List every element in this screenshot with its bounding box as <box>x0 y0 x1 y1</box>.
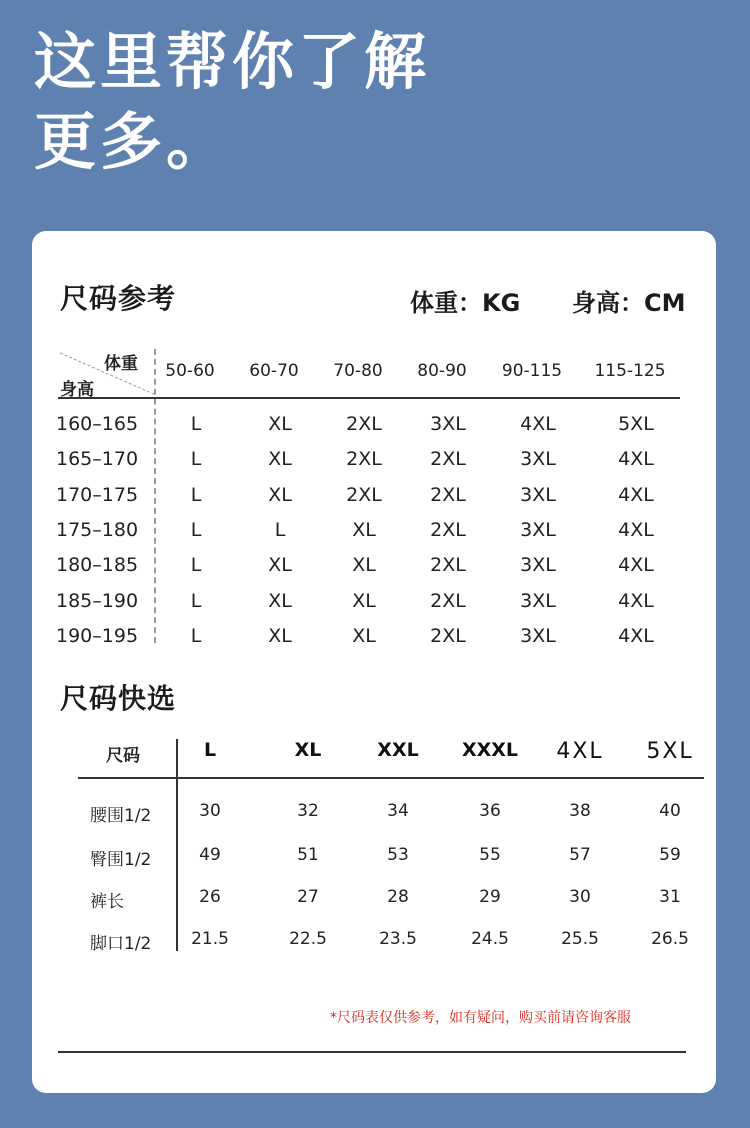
size-cell: 4XL <box>618 448 654 470</box>
size-chart-card <box>32 231 716 1093</box>
size-cell: XL <box>352 519 376 541</box>
measure-row-label: 臀围1/2 <box>90 850 152 870</box>
measure-cell: 29 <box>479 887 501 907</box>
height-row-label: 185–190 <box>56 590 139 612</box>
height-unit: 身高：CM <box>572 289 686 317</box>
reference-title: 尺码参考 <box>60 282 177 315</box>
size-cell: 2XL <box>346 484 382 506</box>
bottom-rule <box>58 1051 686 1053</box>
size-cell: XL <box>268 413 292 435</box>
measure-cell: 21.5 <box>191 929 229 949</box>
weight-column-header: 90-115 <box>501 361 563 381</box>
size-cell: 2XL <box>430 448 466 470</box>
measure-cell: 59 <box>659 845 681 865</box>
disclaimer-note: *尺码表仅供参考，如有疑问，购买前请咨询客服 <box>330 1010 631 1026</box>
size-cell: 3XL <box>520 590 556 612</box>
corner-height-label: 身高 <box>60 380 94 400</box>
size-cell: 3XL <box>520 554 556 576</box>
measure-cell: 26.5 <box>651 929 689 949</box>
size-cell: 3XL <box>520 625 556 647</box>
measure-cell: 34 <box>387 801 409 821</box>
weight-column-header: 60-70 <box>249 361 299 381</box>
quick-size-header: 4XL <box>556 739 604 764</box>
size-cell: 4XL <box>618 625 654 647</box>
size-cell: L <box>190 554 202 576</box>
size-cell: XL <box>352 590 376 612</box>
hero-heading <box>34 22 430 182</box>
quick-size-header: XL <box>294 739 322 761</box>
weight-unit: 体重：KG <box>410 289 521 317</box>
size-cell: XL <box>268 554 292 576</box>
size-cell: L <box>190 484 202 506</box>
measure-cell: 26 <box>199 887 221 907</box>
size-cell: 3XL <box>430 413 466 435</box>
size-cell: L <box>190 448 202 470</box>
measure-cell: 51 <box>297 845 319 865</box>
size-cell: L <box>190 590 202 612</box>
measure-cell: 31 <box>659 887 681 907</box>
size-cell: L <box>190 519 202 541</box>
size-cell: XL <box>352 625 376 647</box>
measure-cell: 32 <box>297 801 319 821</box>
measure-cell: 28 <box>387 887 409 907</box>
size-cell: 5XL <box>618 413 654 435</box>
height-row-label: 175–180 <box>56 519 139 541</box>
measure-cell: 22.5 <box>289 929 327 949</box>
height-row-label: 160–165 <box>56 413 139 435</box>
size-cell: XL <box>268 625 292 647</box>
measure-cell: 24.5 <box>471 929 509 949</box>
size-cell: 2XL <box>346 448 382 470</box>
weight-column-header: 115-125 <box>594 361 666 381</box>
size-cell: XL <box>352 554 376 576</box>
measure-cell: 49 <box>199 845 221 865</box>
size-cell: 2XL <box>430 519 466 541</box>
measure-cell: 38 <box>569 801 591 821</box>
size-cell: XL <box>268 590 292 612</box>
quick-header-divider <box>78 777 704 779</box>
measure-row-label: 腰围1/2 <box>90 806 152 826</box>
size-cell: 2XL <box>430 554 466 576</box>
quick-size-header: L <box>203 739 217 761</box>
measure-cell: 55 <box>479 845 501 865</box>
measure-cell: 25.5 <box>561 929 599 949</box>
weight-column-header: 70-80 <box>333 361 383 381</box>
measure-cell: 36 <box>479 801 501 821</box>
size-cell: 4XL <box>618 484 654 506</box>
measure-cell: 30 <box>199 801 221 821</box>
size-cell: L <box>190 413 202 435</box>
weight-column-header: 80-90 <box>417 361 467 381</box>
measure-cell: 27 <box>297 887 319 907</box>
measure-cell: 23.5 <box>379 929 417 949</box>
quick-header-label: 尺码 <box>106 746 140 766</box>
size-cell: 2XL <box>430 625 466 647</box>
corner-weight-label: 体重 <box>104 354 138 374</box>
measure-cell: 53 <box>387 845 409 865</box>
size-cell: 4XL <box>618 590 654 612</box>
size-cell: XL <box>268 484 292 506</box>
size-cell: L <box>274 519 286 541</box>
size-cell: 3XL <box>520 519 556 541</box>
measure-row-label: 脚口1/2 <box>90 934 152 954</box>
reference-header-divider <box>58 397 680 399</box>
size-cell: 4XL <box>520 413 556 435</box>
hero-line-1: 这里帮你了解 <box>34 25 431 98</box>
size-cell: 2XL <box>430 484 466 506</box>
size-cell: 2XL <box>430 590 466 612</box>
height-row-label: 170–175 <box>56 484 139 506</box>
weight-column-header: 50-60 <box>165 361 215 381</box>
measure-cell: 57 <box>569 845 591 865</box>
size-cell: 3XL <box>520 484 556 506</box>
measure-row-label: 裤长 <box>90 892 124 912</box>
quick-size-header: 5XL <box>646 739 694 764</box>
size-cell: 4XL <box>618 519 654 541</box>
quick-size-header: XXL <box>377 739 419 761</box>
measure-cell: 30 <box>569 887 591 907</box>
size-cell: 4XL <box>618 554 654 576</box>
size-cell: 3XL <box>520 448 556 470</box>
size-cell: L <box>190 625 202 647</box>
quick-title: 尺码快选 <box>60 682 177 715</box>
quick-size-header: XXXL <box>461 739 519 761</box>
height-row-label: 165–170 <box>56 448 139 470</box>
measure-cell: 40 <box>659 801 681 821</box>
hero-line-2: 更多。 <box>34 105 233 178</box>
height-row-label: 190–195 <box>56 625 139 647</box>
size-cell: XL <box>268 448 292 470</box>
height-row-label: 180–185 <box>56 554 139 576</box>
size-cell: 2XL <box>346 413 382 435</box>
